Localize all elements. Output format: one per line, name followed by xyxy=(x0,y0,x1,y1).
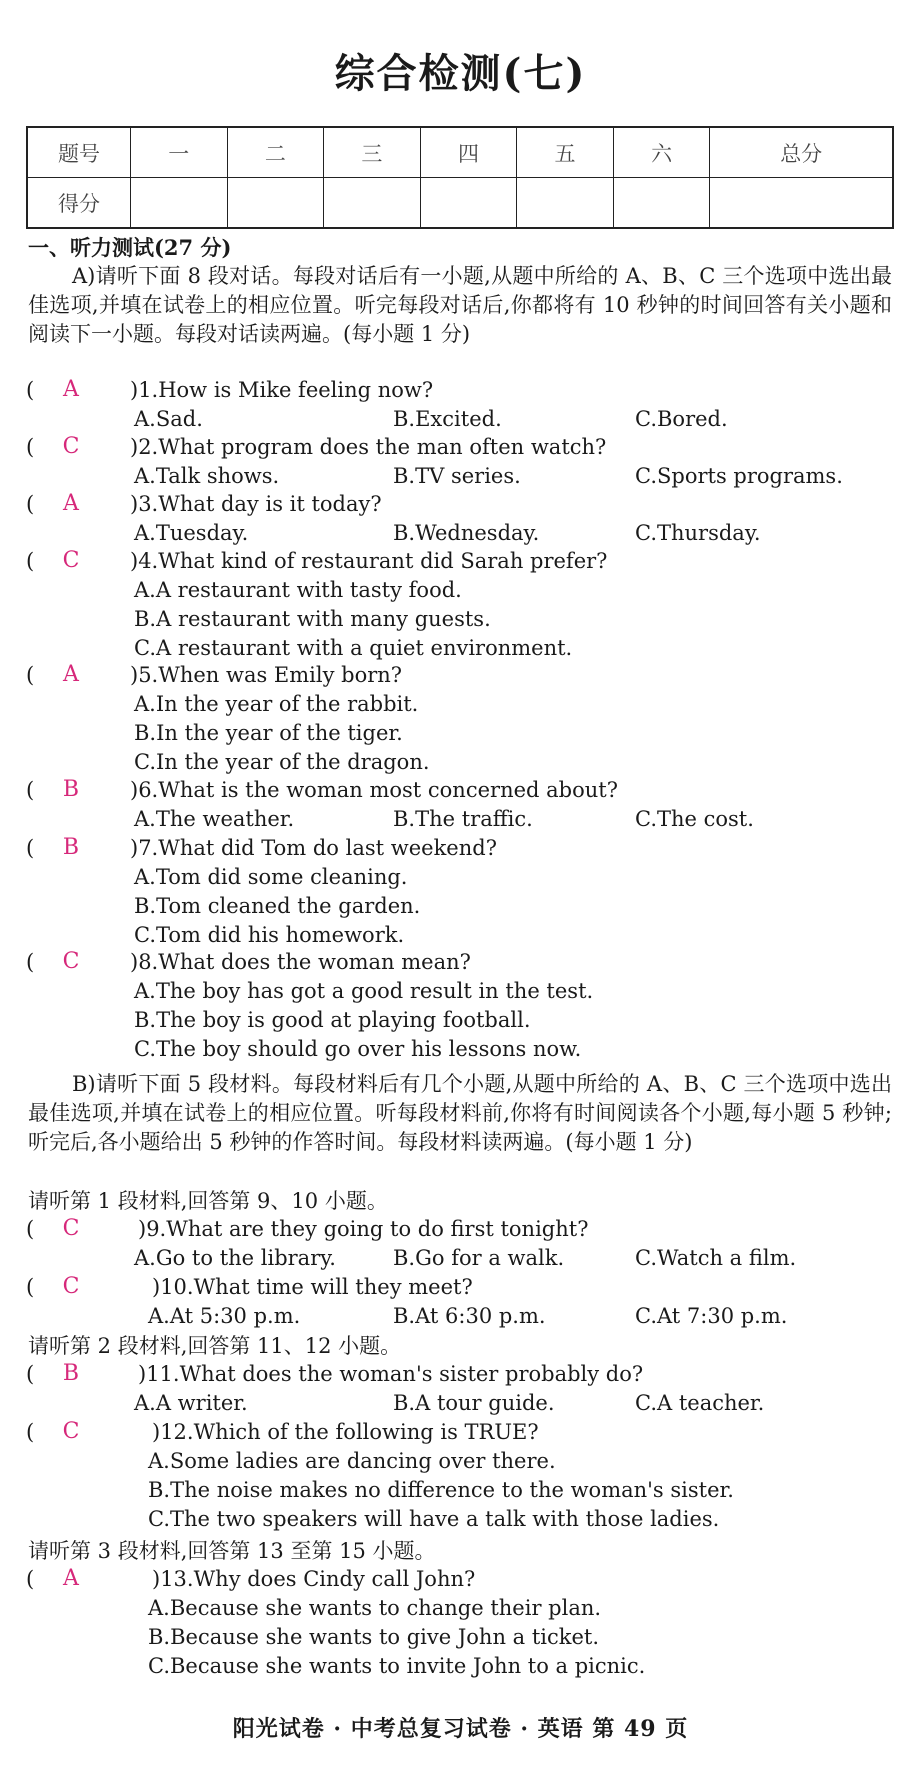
answer-bracket[interactable] xyxy=(26,433,138,461)
question-text: )3.What day is it today? xyxy=(130,492,382,516)
answer-option: C.Bored. xyxy=(635,407,728,431)
bracket-open: ( xyxy=(26,1567,35,1591)
answer-option: A.Tom did some cleaning. xyxy=(134,865,408,889)
score-input-cell[interactable] xyxy=(710,178,893,229)
answer-bracket[interactable] xyxy=(26,490,138,518)
answer-option: C.The cost. xyxy=(635,807,754,831)
answer-option: C.Sports programs. xyxy=(635,464,843,488)
answer-option: B.The noise makes no difference to the woman's sister. xyxy=(148,1478,734,1502)
answer-option: A.Because she wants to change their plan. xyxy=(148,1596,602,1620)
score-header-cell: 三 xyxy=(324,127,421,178)
answer-option: C.The two speakers will have a talk with those ladies. xyxy=(148,1507,720,1531)
answer-bracket[interactable] xyxy=(26,834,138,862)
answer-option: C.Thursday. xyxy=(635,521,761,545)
answer-option: B.Wednesday. xyxy=(393,521,540,545)
answer-letter: A xyxy=(63,377,79,402)
answer-option: B.Tom cleaned the garden. xyxy=(134,894,421,918)
answer-option: C.The boy should go over his lessons now. xyxy=(134,1037,582,1061)
answer-bracket[interactable] xyxy=(26,1418,138,1446)
answer-letter: C xyxy=(62,949,80,974)
answer-option: C.A teacher. xyxy=(635,1391,765,1415)
question-stem xyxy=(26,834,497,862)
answer-option: B.A tour guide. xyxy=(393,1391,555,1415)
score-table-header-row xyxy=(27,127,893,178)
score-input-cell[interactable] xyxy=(613,178,710,229)
page-footer: 阳光试卷 · 中考总复习试卷 · 英语 第 49 页 xyxy=(232,1716,689,1742)
score-header-cell: 总分 xyxy=(710,127,893,178)
score-input-cell[interactable] xyxy=(227,178,324,229)
answer-option: A.The weather. xyxy=(134,807,295,831)
answer-bracket[interactable] xyxy=(26,376,138,404)
question-text: )8.What does the woman mean? xyxy=(130,950,471,974)
answer-option: B.In the year of the tiger. xyxy=(134,721,403,745)
answer-option: B.Because she wants to give John a ticket. xyxy=(148,1625,600,1649)
score-table xyxy=(26,126,894,229)
answer-letter: A xyxy=(63,1566,79,1591)
question-text: )13.Why does Cindy call John? xyxy=(152,1567,476,1591)
answer-letter: C xyxy=(62,548,80,573)
score-header-cell: 五 xyxy=(517,127,614,178)
answer-option: A.In the year of the rabbit. xyxy=(134,692,419,716)
answer-option: B.Excited. xyxy=(393,407,502,431)
question-text: )9.What are they going to do first tonight? xyxy=(138,1217,589,1241)
score-header-cell: 六 xyxy=(613,127,710,178)
bracket-open: ( xyxy=(26,778,35,802)
answer-bracket[interactable] xyxy=(26,1215,138,1243)
part-b-instructions: B)请听下面 5 段材料。每段材料后有几个小题,从题中所给的 A、B、C 三个选项中选出最佳选项,并填在试卷上的相应位置。听每段材料前,你将有时间阅读各个小题,每小题 5 秒钟;听完后,各小题给出 5 秒钟的作答时间。每段材料读两遍。(每小题 1 分) xyxy=(28,1072,892,1154)
answer-option: A.Tuesday. xyxy=(134,521,249,545)
question-text: )5.When was Emily born? xyxy=(130,663,403,687)
score-row-label: 得分 xyxy=(27,178,131,229)
answer-option: C.Watch a film. xyxy=(635,1246,797,1270)
answer-option: B.At 6:30 p.m. xyxy=(393,1304,546,1328)
answer-option: C.At 7:30 p.m. xyxy=(635,1304,788,1328)
answer-letter: C xyxy=(62,1216,80,1241)
question-stem xyxy=(26,1360,643,1388)
question-stem xyxy=(26,948,471,976)
answer-bracket[interactable] xyxy=(26,776,138,804)
bracket-open: ( xyxy=(26,549,35,573)
material-heading: 请听第 1 段材料,回答第 9、10 小题。 xyxy=(28,1189,388,1213)
bracket-open: ( xyxy=(26,378,35,402)
bracket-open: ( xyxy=(26,492,35,516)
answer-letter: B xyxy=(62,777,80,802)
bracket-open: ( xyxy=(26,1362,35,1386)
question-stem xyxy=(26,1565,475,1593)
answer-option: A.At 5:30 p.m. xyxy=(148,1304,301,1328)
question-stem xyxy=(26,547,607,575)
bracket-open: ( xyxy=(26,663,35,687)
answer-option: A.The boy has got a good result in the test. xyxy=(134,979,594,1003)
part-a-instructions: A)请听下面 8 段对话。每段对话后有一小题,从题中所给的 A、B、C 三个选项中选出最佳选项,并填在试卷上的相应位置。听完每段对话后,你都将有 10 秒钟的时间回答有关小题和阅读下一小题。每段对话读两遍。(每小题 1 分) xyxy=(28,264,892,346)
answer-bracket[interactable] xyxy=(26,1565,138,1593)
bracket-open: ( xyxy=(26,950,35,974)
question-stem xyxy=(26,1215,588,1243)
answer-bracket[interactable] xyxy=(26,1273,138,1301)
material-heading: 请听第 3 段材料,回答第 13 至第 15 小题。 xyxy=(28,1539,436,1563)
answer-letter: A xyxy=(63,491,79,516)
question-text: )11.What does the woman's sister probably do? xyxy=(138,1362,644,1386)
answer-option: C.In the year of the dragon. xyxy=(134,750,430,774)
bracket-open: ( xyxy=(26,1420,35,1444)
answer-option: A.Some ladies are dancing over there. xyxy=(148,1449,556,1473)
answer-letter: C xyxy=(62,1274,80,1299)
answer-bracket[interactable] xyxy=(26,948,138,976)
section-heading: 一、听力测试(27 分) xyxy=(28,235,232,260)
answer-letter: C xyxy=(62,1419,80,1444)
question-text: )12.Which of the following is TRUE? xyxy=(152,1420,539,1444)
score-header-cell: 题号 xyxy=(27,127,131,178)
answer-option: C.Tom did his homework. xyxy=(134,923,405,947)
answer-letter: B xyxy=(62,1361,80,1386)
bracket-open: ( xyxy=(26,1275,35,1299)
score-input-cell[interactable] xyxy=(420,178,517,229)
bracket-open: ( xyxy=(26,435,35,459)
answer-letter: A xyxy=(63,662,79,687)
answer-option: A.A writer. xyxy=(134,1391,248,1415)
score-input-cell[interactable] xyxy=(131,178,228,229)
bracket-open: ( xyxy=(26,1217,35,1241)
page-title: 综合检测(七) xyxy=(334,50,587,97)
answer-option: B.A restaurant with many guests. xyxy=(134,607,491,631)
question-text: )1.How is Mike feeling now? xyxy=(130,378,434,402)
answer-bracket[interactable] xyxy=(26,1360,138,1388)
score-header-cell: 一 xyxy=(131,127,228,178)
score-input-cell[interactable] xyxy=(517,178,614,229)
question-stem xyxy=(26,490,382,518)
answer-option: B.The traffic. xyxy=(393,807,533,831)
question-text: )4.What kind of restaurant did Sarah prefer? xyxy=(130,549,608,573)
answer-option: A.Go to the library. xyxy=(134,1246,336,1270)
answer-bracket[interactable] xyxy=(26,547,138,575)
answer-option: C.A restaurant with a quiet environment. xyxy=(134,636,573,660)
answer-bracket[interactable] xyxy=(26,661,138,689)
material-heading: 请听第 2 段材料,回答第 11、12 小题。 xyxy=(28,1334,402,1358)
question-text: )10.What time will they meet? xyxy=(152,1275,473,1299)
question-text: )7.What did Tom do last weekend? xyxy=(130,836,497,860)
answer-letter: B xyxy=(62,835,80,860)
answer-option: B.TV series. xyxy=(393,464,521,488)
score-input-cell[interactable] xyxy=(324,178,421,229)
score-header-cell: 四 xyxy=(420,127,517,178)
answer-option: B.Go for a walk. xyxy=(393,1246,565,1270)
answer-option: A.Talk shows. xyxy=(134,464,280,488)
answer-letter: C xyxy=(62,434,80,459)
question-stem xyxy=(26,1273,473,1301)
answer-option: A.Sad. xyxy=(134,407,203,431)
question-stem xyxy=(26,433,606,461)
answer-option: A.A restaurant with tasty food. xyxy=(134,578,462,602)
score-table-score-row xyxy=(27,178,893,229)
bracket-open: ( xyxy=(26,836,35,860)
score-header-cell: 二 xyxy=(227,127,324,178)
question-text: )2.What program does the man often watch? xyxy=(130,435,607,459)
answer-option: C.Because she wants to invite John to a picnic. xyxy=(148,1654,646,1678)
question-stem xyxy=(26,661,402,689)
question-stem xyxy=(26,776,618,804)
question-stem xyxy=(26,1418,539,1446)
question-text: )6.What is the woman most concerned about? xyxy=(130,778,618,802)
question-stem xyxy=(26,376,433,404)
answer-option: B.The boy is good at playing football. xyxy=(134,1008,531,1032)
